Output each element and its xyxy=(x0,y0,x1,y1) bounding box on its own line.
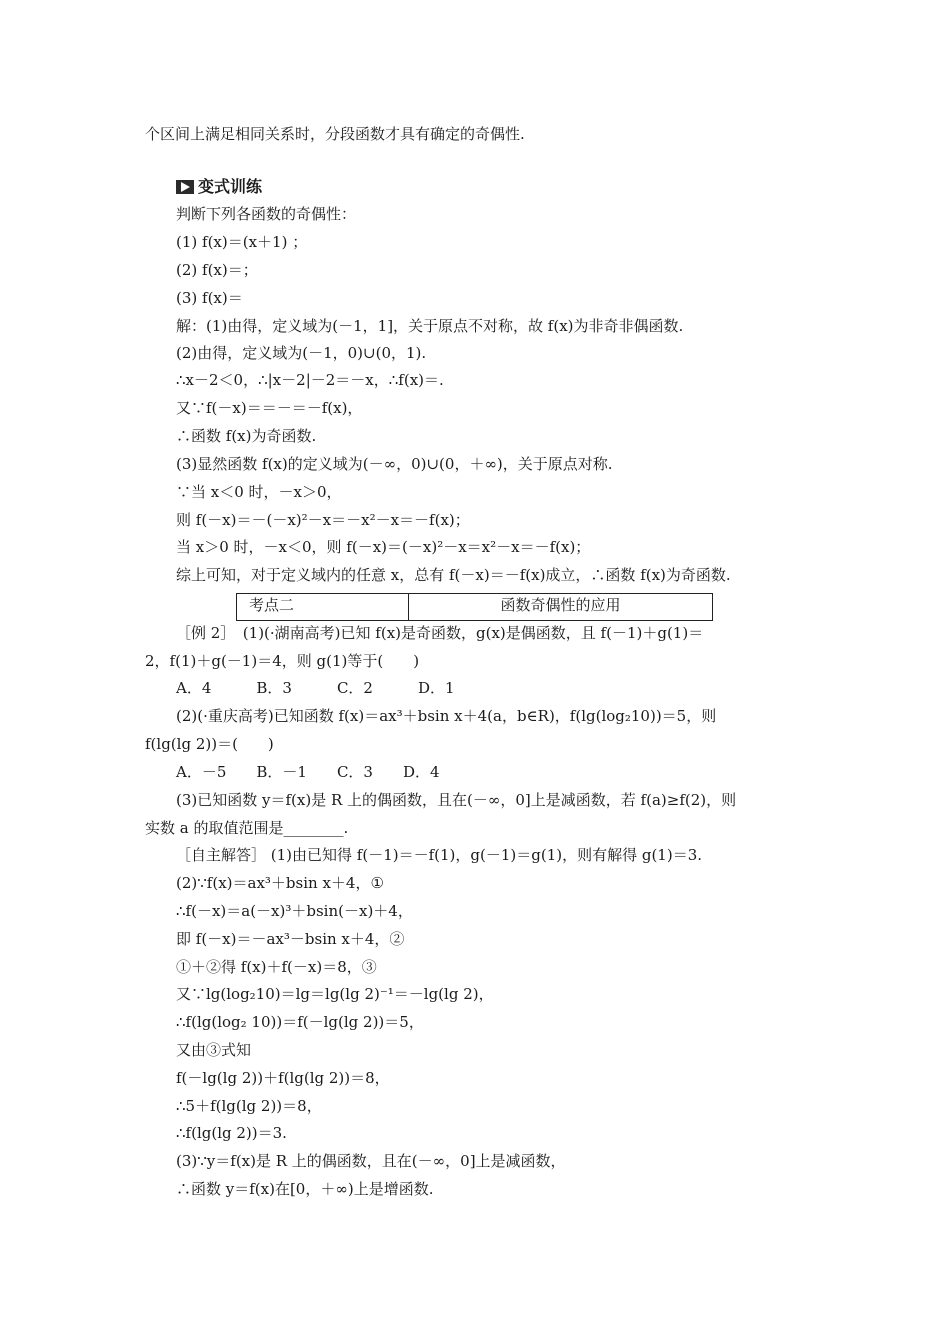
example-line: ［自主解答］ (1)由已知得 f(－1)＝－f(1)，g(－1)＝g(1)，则有解得 g(1)＝3. xyxy=(176,846,703,864)
example-line: 即 f(－x)＝－ax³－bsin x＋4，② xyxy=(176,930,405,948)
exercise-line: (3) f(x)＝ xyxy=(176,289,243,307)
example-line: (2)(·重庆高考)已知函数 f(x)＝ax³＋bsin x＋4(a，b∈R)，f(lg(log₂10))＝5，则 xyxy=(176,707,717,725)
example-line: (2)∵f(x)＝ax³＋bsin x＋4，① xyxy=(176,874,384,892)
exercise-line: (2)由得，定义域为(－1，0)∪(0，1). xyxy=(176,344,427,362)
example-line: ∴5＋f(lg(lg 2))＝8， xyxy=(176,1097,322,1115)
exercise-line: ∴x－2＜0，∴|x－2|－2＝－x，∴f(x)＝. xyxy=(176,371,444,389)
exercise-line: 当 x＞0 时，－x＜0，则 f(－x)＝(－x)²－x＝x²－x＝－f(x)； xyxy=(176,538,591,556)
example-line: f(lg(lg 2))＝( ) xyxy=(145,735,274,753)
exercise-line: 解：(1)由得，定义域为(－1，1]，关于原点不对称，故 f(x)为非奇非偶函数. xyxy=(176,317,684,335)
exercise-line: (1) f(x)＝(x＋1) ； xyxy=(176,233,308,251)
example-line: ∴函数 y＝f(x)在[0，＋∞)上是增函数. xyxy=(176,1180,434,1198)
example-line: f(－lg(lg 2))＋f(lg(lg 2))＝8， xyxy=(176,1069,390,1087)
exercise-line: (3)显然函数 f(x)的定义域为(－∞，0)∪(0，＋∞)，关于原点对称. xyxy=(176,455,613,473)
example-line: 又∵lg(log₂10)＝lg＝lg(lg 2)⁻¹＝－lg(lg 2)， xyxy=(176,985,494,1003)
example-line: (3)∵y＝f(x)是 R 上的偶函数，且在(－∞，0]上是减函数， xyxy=(176,1152,566,1170)
example-line: 2，f(1)＋g(－1)＝4，则 g(1)等于( ) xyxy=(145,652,420,670)
exercise-line: ∴函数 f(x)为奇函数. xyxy=(176,427,317,445)
example-line: ①＋②得 f(x)＋f(－x)＝8，③ xyxy=(176,958,377,976)
section-heading xyxy=(176,177,262,197)
exercise-line: 则 f(－x)＝－(－x)²－x＝－x²－x＝－f(x)； xyxy=(176,511,470,529)
example-line: A．－5 B．－1 C．3 D．4 xyxy=(176,763,440,781)
exercise-line: ∵当 x＜0 时，－x＞0， xyxy=(176,483,342,501)
kaodian-table xyxy=(236,593,713,621)
kaodian-title: 函数奇偶性的应用 xyxy=(500,596,621,614)
example-line: ∴f(lg(lg 2))＝3. xyxy=(176,1124,287,1142)
example-line: A．4 B．3 C．2 D．1 xyxy=(176,679,455,697)
example-line: 又由③式知 xyxy=(176,1041,252,1059)
example-line: ∴f(lg(log₂ 10))＝f(－lg(lg 2))＝5， xyxy=(176,1013,424,1031)
exercise-line: (2) f(x)＝； xyxy=(176,261,258,279)
section-heading-label: 变式训练 xyxy=(198,177,263,196)
example-line: ∴f(－x)＝a(－x)³＋bsin(－x)＋4， xyxy=(176,902,413,920)
example-line: 实数 a 的取值范围是________. xyxy=(145,819,349,837)
kaodian-label: 考点二 xyxy=(237,594,409,620)
example-line: (3)已知函数 y＝f(x)是 R 上的偶函数，且在(－∞，0]上是减函数，若 f(a)≥f(2)，则 xyxy=(176,791,737,809)
intro-text: 个区间上满足相同关系时，分段函数才具有确定的奇偶性. xyxy=(145,125,525,143)
exercise-line: 判断下列各函数的奇偶性： xyxy=(176,205,357,223)
exercise-line: 又∵f(－x)＝＝－＝－f(x)， xyxy=(176,399,363,417)
play-icon xyxy=(176,180,194,194)
example-line: ［例 2］ (1)(·湖南高考)已知 f(x)是奇函数，g(x)是偶函数，且 f(－1)＋g(1)＝ xyxy=(176,624,704,642)
exercise-line: 综上可知，对于定义域内的任意 x，总有 f(－x)＝－f(x)成立，∴函数 f(x)为奇函数. xyxy=(176,566,731,584)
